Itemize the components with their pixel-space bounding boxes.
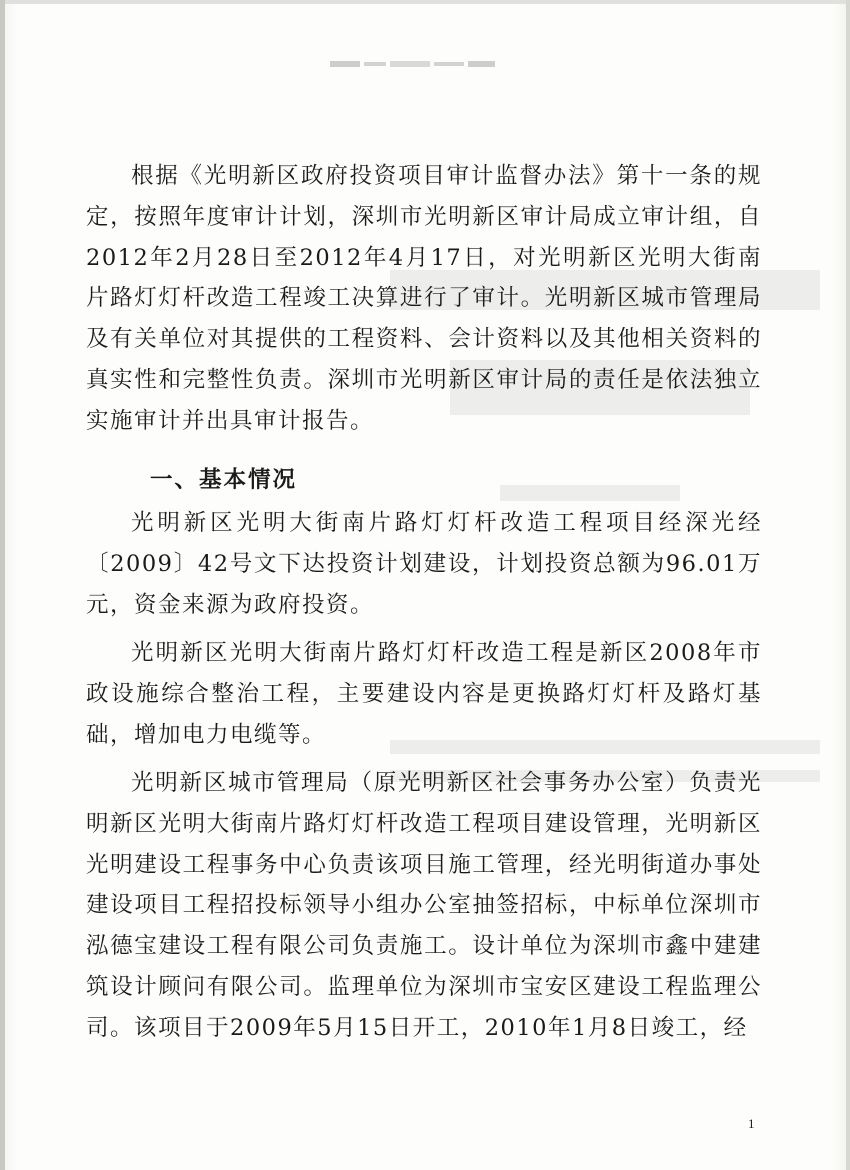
paragraph-project-parties: 光明新区城市管理局（原光明新区社会事务办公室）负责光明新区光明大街南片路灯灯杆改造工程项目建设管理，光明新区光明建设工程事务中心负责该项目施工管理，经光明街道办事处建设项目工程招投标领导小组办公室抽签招标，中标单位深圳市泓德宝建设工程有限公司负责施工。设计单位为深圳市鑫中建建筑设计顾问有限公司。监理单位为深圳市宝安区建设工程监理公司。该项目于2009年5月15日开工，2010年1月8日竣工，经 bbox=[86, 770, 762, 1041]
scan-right-edge bbox=[846, 0, 850, 1170]
page-number: 1 bbox=[748, 1116, 755, 1131]
paragraph-audit-basis: 根据《光明新区政府投资项目审计监督办法》第十一条的规定，按照年度审计计划，深圳市光明新区审计局成立审计组，自2012年2月28日至2012年4月17日，对光明新区光明大街南片路灯灯杆改造工程竣工决算进行了审计。光明新区城市管理局及有关单位对其提供的工程资料、会计资料以及其他相关资料的真实性和完整性负责。深圳市光明新区审计局的责任是依法独立实施审计并出具审计报告。 bbox=[86, 163, 762, 434]
faint-header-mark bbox=[330, 55, 495, 73]
paragraph-investment-plan: 光明新区光明大街南片路灯灯杆改造工程项目经深光经〔2009〕42号文下达投资计划建设，计划投资总额为96.01万元，资金来源为政府投资。 bbox=[86, 510, 762, 618]
paragraph-project-content: 光明新区光明大街南片路灯灯杆改造工程是新区2008年市政设施综合整治工程，主要建设内容是更换路灯灯杆及路灯基础，增加电力电缆等。 bbox=[86, 640, 762, 748]
section-heading-basic-info: 一、基本情况 bbox=[150, 467, 298, 493]
scan-top-edge bbox=[0, 0, 850, 4]
scan-left-edge bbox=[0, 0, 5, 1170]
